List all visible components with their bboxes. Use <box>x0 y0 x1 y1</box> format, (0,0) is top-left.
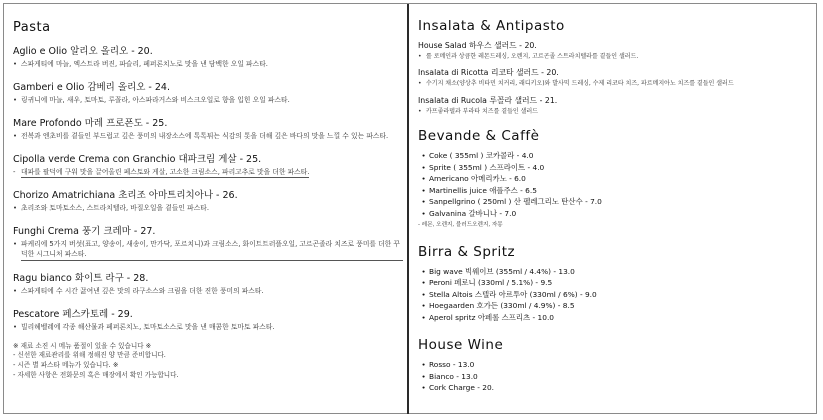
list-item: • Bianco - 13.0 <box>421 371 478 381</box>
item-name: House Salad 하우스 샐러드 - 20. <box>418 41 537 50</box>
pasta-notes <box>13 342 403 382</box>
list-item: • Sprite ( 355ml ) 스프라이트 - 4.0 <box>421 162 545 172</box>
list-item: • Sanpellgrino ( 250ml ) 산 펠레그리노 탄산수 - 7.0 <box>421 197 602 207</box>
menu-item <box>13 151 403 179</box>
menu-item <box>418 95 813 116</box>
bevande-title: Bevande & Caffè <box>418 128 540 145</box>
item-desc: • 빌리헤벨레에 각종 해산물과 페퍼론치노, 토마토소스로 맛을 낸 매콤한 토마토 파스타. <box>13 322 275 331</box>
list-item: • Americano 아메리카노 - 6.0 <box>421 174 526 184</box>
item-desc: • 스파게티에 수 시간 끓여낸 깊은 맛의 라구소스와 크림을 더한 진한 풍미의 파스타. <box>13 286 264 295</box>
birra-list <box>418 266 813 323</box>
list-item: • Coke ( 355ml ) 코카콜라 - 4.0 <box>421 151 534 161</box>
drinks-column <box>418 8 813 394</box>
menu-item <box>13 306 403 333</box>
list-item: • Hoegaarden 호가든 (330ml / 4.9%) - 8.5 <box>421 301 575 311</box>
item-desc: - 대파를 팔덕에 구워 맛을 끌어올린 페스토와 게살, 고소한 크림소스, 파리고추로 맛을 더한 파스타. <box>13 168 403 179</box>
item-desc: • 롤 로메인과 상큼한 레몬드레싱, 오렌지, 고르곤졸 스트라치텔라를 곁들인 샐러드. <box>418 53 639 60</box>
item-name: Chorizo Amatrichiana 초리조 아마트리치아나 - 26. <box>13 190 238 202</box>
item-name: Aglio e Olio 알리오 올리오 - 20. <box>13 46 153 57</box>
item-name: Pescatore 페스카토레 - 29. <box>13 308 133 320</box>
item-name: Insalata di Ricotta 리코타 샐러드 - 20. <box>418 68 559 78</box>
pasta-title: Pasta <box>13 20 51 35</box>
menu-item <box>418 40 813 61</box>
menu-item <box>13 187 403 214</box>
insalata-title: Insalata & Antipasto <box>418 18 565 34</box>
birra-title: Birra & Spritz <box>418 243 516 260</box>
menu-item <box>13 79 403 106</box>
list-item: • Martinellis juice 애플주스 - 6.5 <box>421 185 537 195</box>
bevande-list <box>418 150 813 219</box>
item-name: Gamberi e Olio 감베리 올리오 - 24. <box>13 81 170 93</box>
list-item: • Big wave 빅웨이브 (355ml / 4.4%) - 13.0 <box>421 266 575 276</box>
note-line: ※ 재료 소진 시 메뉴 품절이 있을 수 있습니다 ※ <box>13 341 152 350</box>
pasta-column <box>13 8 403 381</box>
wine-list <box>418 359 813 393</box>
list-item: • Rosso - 13.0 <box>421 360 475 370</box>
list-item: • Cork Charge - 20. <box>421 383 494 393</box>
column-divider <box>407 4 409 414</box>
bevande-note: - 레몬, 오렌지, 블러드오렌지, 자몽 <box>418 221 503 228</box>
item-name: Mare Profondo 마레 프로폰도 - 25. <box>13 117 168 129</box>
wine-title: House Wine <box>418 337 504 354</box>
menu-item <box>13 270 403 297</box>
note-line: - 신선한 재료관리를 위해 정해진 양 만큼 준비합니다. <box>13 351 166 360</box>
menu-item <box>13 115 403 142</box>
item-desc: • 초리조와 토마토소스, 스트라치텔라, 바질오일을 곁들인 파스타. <box>13 204 209 213</box>
menu-item <box>13 43 403 70</box>
list-item: • Aperol spritz 아페롤 스프리츠 - 10.0 <box>421 312 555 322</box>
list-item: • Peroni 페로니 (330ml / 5.1%) - 9.5 <box>421 278 553 288</box>
item-desc: • 전복과 엔초비를 곁들인 부드럽고 깊은 풍미의 내장소스에 톡톡튀는 식감의 톳을 더해 깊은 바다의 맛을 느낄 수 있는 파스타. <box>13 131 389 140</box>
item-desc: • 카프좋라델과 부라타 치즈를 곁들인 샐러드 <box>418 107 538 115</box>
item-desc: • 파케리에 5가지 버섯(표고, 양송이, 새송이, 만가닥, 포르치니)과 크림소스, 화이트트러플오일, 고르곤졸라 치즈로 풍미를 더한 꾸덕한 시그니처 파스타. <box>13 240 403 261</box>
note-line: - 시즌 별 파스타 메뉴가 있습니다. ※ <box>13 361 119 370</box>
item-name: Insalata di Rucola 루꼴라 샐러드 - 21. <box>418 95 558 105</box>
item-name: Ragu bianco 화이트 라구 - 28. <box>13 272 149 284</box>
item-desc: • 링귀니에 마늘, 새우, 토마토, 루꼴라, 아스파라거스와 비스크오일로 향을 입힌 오일 파스타. <box>13 95 290 104</box>
item-desc: • 수기지 채소(양상추 비타민 치커리, 래디키오)와 발사믹 드레싱, 수제 리코타 치즈, 파르메지아노 치즈를 곁들인 샐러드 <box>418 80 734 88</box>
item-name: Funghi Crema 풍기 크레마 - 27. <box>13 226 156 238</box>
list-item: • Galvanina 갈바니나 - 7.0 <box>421 208 517 218</box>
list-item: • Stella Altois 스텔라 아르투아 (330ml / 6%) - 9.0 <box>421 289 597 299</box>
item-name: Cipolla verde Crema con Granchio 대파크림 게살 - 25. <box>13 153 262 165</box>
note-line: - 자세한 사항은 전화문의 혹은 매장에서 확인 가능합니다. <box>13 371 179 380</box>
menu-item <box>418 67 813 88</box>
item-desc: • 스파게티에 마늘, 엑스트라 버진, 파슬리, 페퍼론치노로 맛을 낸 담백한 오일 파스타. <box>13 60 268 68</box>
menu-item <box>13 223 403 261</box>
